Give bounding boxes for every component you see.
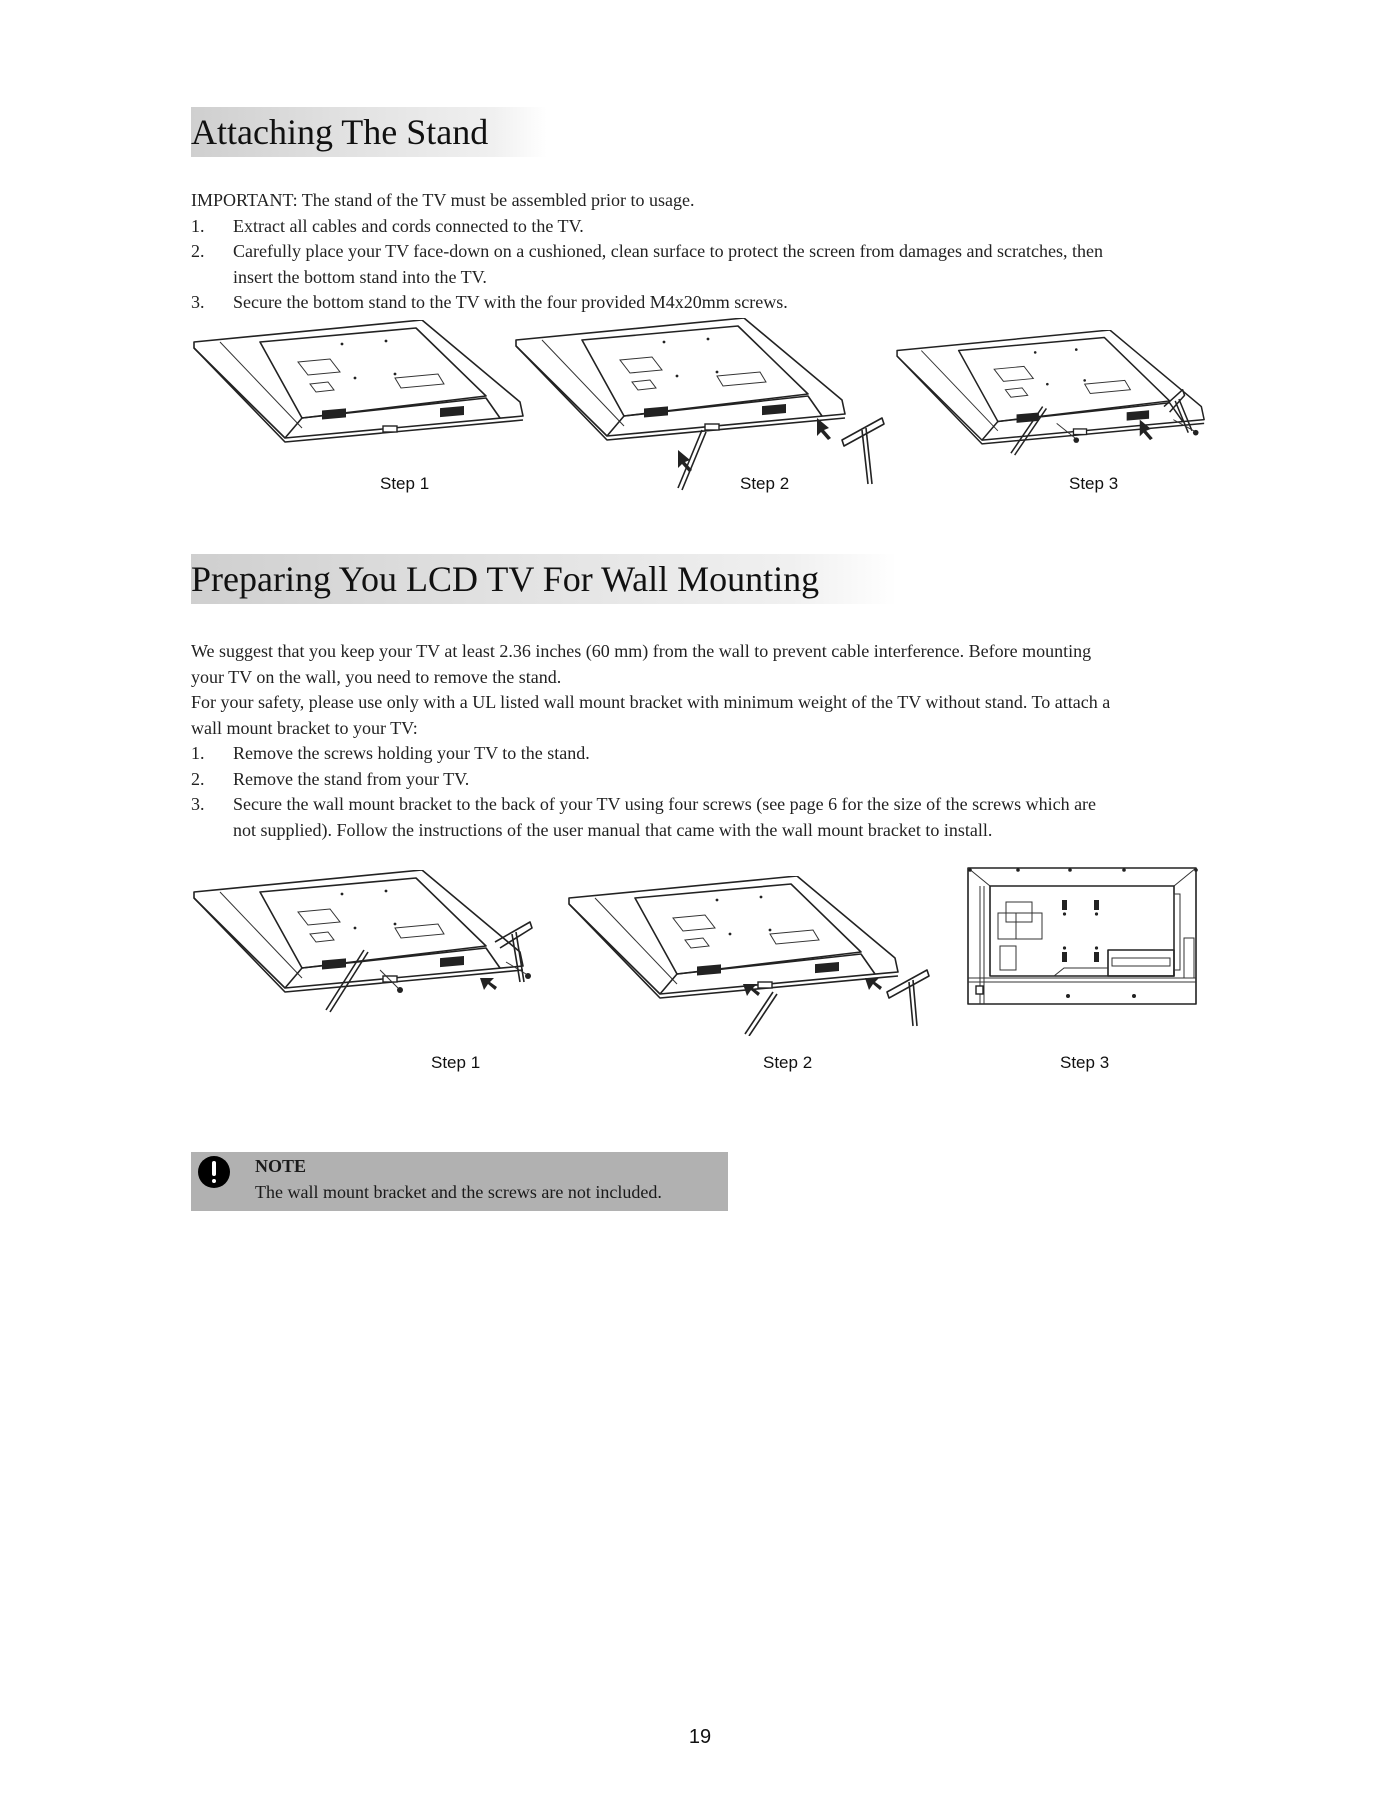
heading-text: Attaching The Stand (191, 112, 489, 152)
list-text: Extract all cables and cords connected to the TV. (233, 215, 584, 236)
list-item (191, 792, 1201, 843)
list-number: 1. (191, 215, 205, 236)
heading-text: Preparing You LCD TV For Wall Mounting (191, 559, 820, 599)
note-box (191, 1152, 728, 1211)
attach-step3-label: Step 3 (1069, 474, 1119, 493)
list-text: Secure the bottom stand to the TV with the four provided M4x20mm screws. (233, 292, 788, 312)
list-text: Remove the stand from your TV. (233, 768, 470, 789)
list-item (191, 290, 1201, 316)
list-item (191, 767, 1201, 793)
attach-step2-label: Step 2 (740, 474, 790, 493)
section-heading-attaching-stand (191, 107, 547, 157)
text-line: wall mount bracket to your TV: (191, 717, 418, 738)
section-heading-wall-mounting (191, 554, 897, 604)
attach-step2-illustration (512, 318, 892, 498)
section1-instructions (191, 188, 1201, 316)
list-item (191, 741, 1201, 767)
list-text: not supplied). Follow the instructions of the user manual that came with the wall mount bracket to install. (233, 819, 993, 840)
note-text: The wall mount bracket and the screws are not included. (255, 1182, 662, 1202)
list-number: 3. (191, 292, 205, 312)
paragraph (191, 639, 1201, 690)
list-number: 1. (191, 743, 205, 763)
note-title: NOTE (255, 1156, 307, 1176)
exclamation-icon (198, 1156, 230, 1188)
list-text: Carefully place your TV face-down on a cushioned, clean surface to protect the screen from damages and scratches, then (233, 241, 1103, 261)
text-line: your TV on the wall, you need to remove the stand. (191, 666, 562, 687)
list-text: Secure the wall mount bracket to the back of your TV using four screws (see page 6 for the size of the screws which are (233, 794, 1097, 814)
text-line: We suggest that you keep your TV at least 2.36 inches (60 mm) from the wall to prevent cable interference. Before mounting (191, 641, 1092, 661)
list-number: 3. (191, 794, 205, 814)
page-number: 19 (688, 1726, 712, 1748)
attach-step1-label: Step 1 (380, 474, 430, 493)
wallmount-step3-illustration (958, 858, 1198, 1008)
attach-step1-illustration (190, 320, 530, 450)
list-text: Remove the screws holding your TV to the stand. (233, 743, 590, 763)
important-notice: IMPORTANT: The stand of the TV must be assembled prior to usage. (191, 190, 695, 210)
list-number: 2. (191, 241, 205, 261)
list-item (191, 239, 1201, 290)
wallmount-step1-illustration (190, 870, 550, 1020)
list-item (191, 214, 1201, 240)
attach-step3-illustration (892, 330, 1212, 470)
wallmount-step2-illustration (565, 876, 935, 1036)
wallmount-step2-label: Step 2 (763, 1053, 813, 1072)
wallmount-step3-label: Step 3 (1060, 1053, 1110, 1072)
list-text: insert the bottom stand into the TV. (233, 266, 487, 287)
list-number: 2. (191, 768, 205, 789)
text-line: For your safety, please use only with a UL listed wall mount bracket with minimum weight of the TV without stand. To attach a (191, 692, 1111, 712)
section2-instructions (191, 639, 1201, 843)
paragraph (191, 690, 1201, 741)
wallmount-step1-label: Step 1 (431, 1053, 481, 1072)
